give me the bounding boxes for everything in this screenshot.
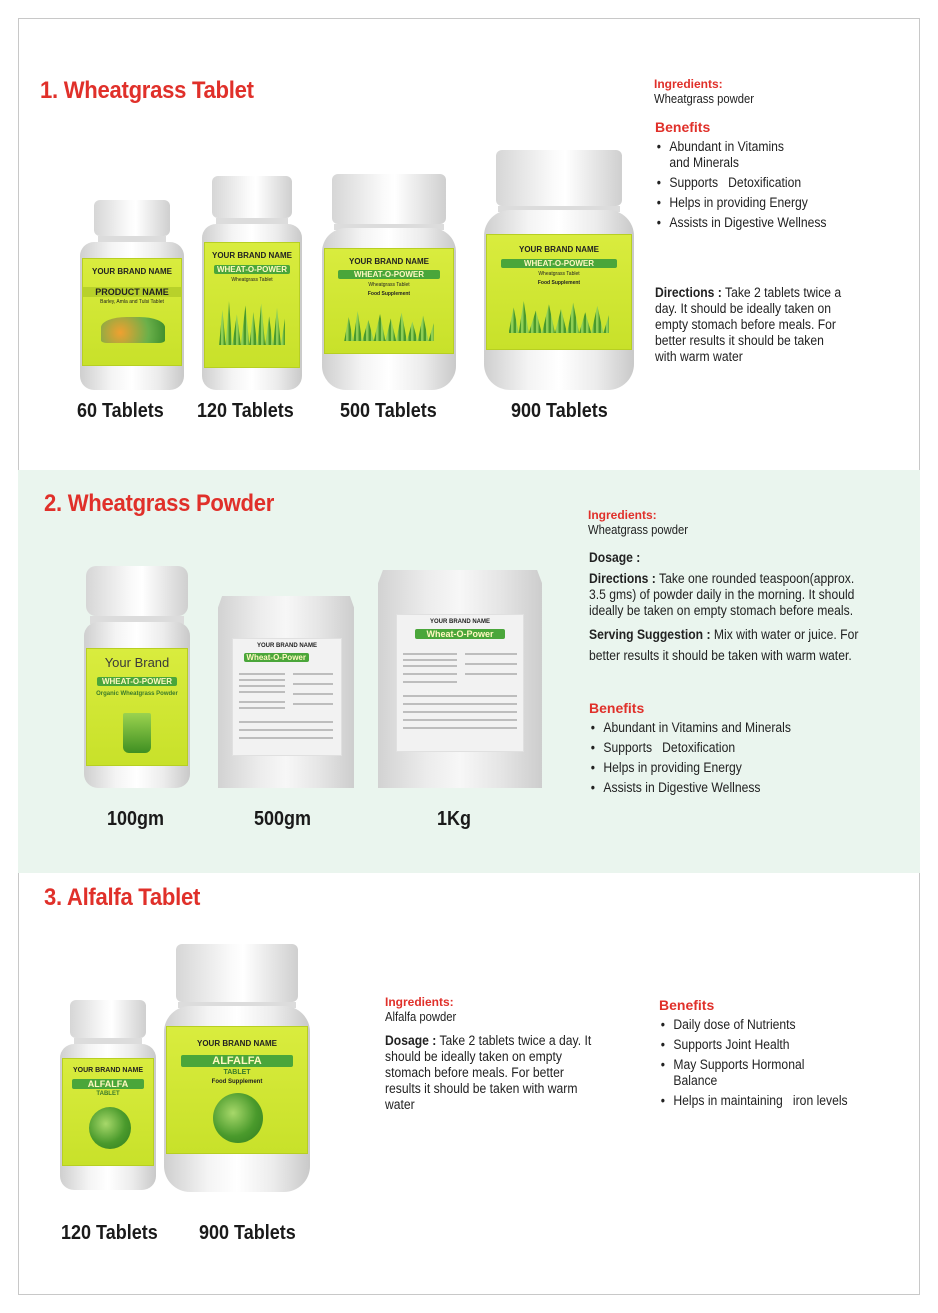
ingredients-heading: Ingredients: [654,77,723,91]
ingredients-heading: Ingredients: [588,508,657,522]
ingredients-text: Wheatgrass powder [654,92,755,106]
product-120-tablets-image: YOUR BRAND NAME WHEAT-O-POWER Wheatgrass Tablet [202,176,302,390]
section-1-title: 1. Wheatgrass Tablet [40,77,254,104]
benefit-item: • Abundant in Vitamins and Minerals [589,720,859,736]
size-label: 900 Tablets [199,1222,296,1244]
benefits-heading: Benefits [659,997,715,1013]
directions-text: Take one rounded teaspoon(approx. 3.5 gms) of powder daily in the morning. It should ideally be taken on empty stomach before meals. [589,571,855,618]
benefit-item: • May Supports Hormonal Balance [659,1057,812,1089]
ingredients-text: Wheatgrass powder [588,523,689,537]
benefit-item: • Supports Joint Health [659,1037,875,1053]
size-label: 120 Tablets [61,1222,158,1244]
dosage-label: Dosage : [589,550,641,565]
product-alfalfa-900-tablets-image: YOUR BRAND NAME ALFALFA TABLET Food Supplement [164,944,310,1192]
section-3-dosage [385,1033,592,1113]
section-2-ingredients [588,508,868,538]
benefit-item: • Assists in Digestive Wellness [589,780,859,796]
size-label: 500gm [254,808,312,830]
dosage-label: Dosage : [385,1033,437,1048]
section-2-dosage [589,550,889,666]
size-label: 100gm [107,808,165,830]
section-3-title: 3. Alfalfa Tablet [44,884,201,911]
product-900-tablets-image: YOUR BRAND NAME WHEAT-O-POWER Wheatgrass Tablet Food Supplement [484,150,634,390]
benefit-item: • Assists in Digestive Wellness [655,215,853,231]
product-500gm-pouch-image: YOUR BRAND NAME Wheat-O-Power [218,596,354,788]
directions-text: Take 2 tablets twice a day. It should be ideally taken on empty stomach before meals. For better results it should be taken with warm water [655,285,842,364]
serving-text: Mix with water or juice. For better results it should be taken with warm water. [589,627,859,663]
benefit-item: • Daily dose of Nutrients [659,1017,875,1033]
serving-label: Serving Suggestion : [589,627,711,642]
size-label: 500 Tablets [340,400,437,422]
benefits-heading: Benefits [589,700,645,716]
section-1-ingredients [654,77,864,107]
section-1-benefits [655,119,870,235]
product-500-tablets-image: YOUR BRAND NAME WHEAT-O-POWER Wheatgrass Tablet Food Supplement [322,174,456,390]
product-1kg-pouch-image: YOUR BRAND NAME Wheat-O-Power [378,570,542,788]
section-3-benefits [659,997,889,1113]
directions-label: Directions : [655,285,722,300]
benefit-item: • Abundant in Vitamins and Minerals [655,139,799,171]
size-label: 900 Tablets [511,400,608,422]
product-100gm-jar-image: Your Brand WHEAT-O-POWER Organic Wheatgrass Powder [84,566,190,788]
directions-paragraph [589,571,868,619]
product-60-tablets-image: YOUR BRAND NAME PRODUCT NAME Barley, Amla and Tulsi Tablet [80,200,184,390]
benefit-item: • Helps in providing Energy [655,195,853,211]
section-1-directions [655,285,849,365]
size-label: 120 Tablets [197,400,294,422]
ingredients-text: Alfalfa powder [385,1010,457,1024]
directions-label: Directions : [589,571,656,586]
size-label: 1Kg [437,808,472,830]
ingredients-heading: Ingredients: [385,995,454,1009]
size-label: 60 Tablets [77,400,164,422]
section-2-title: 2. Wheatgrass Powder [44,490,275,517]
section-2-benefits [589,700,869,800]
serving-paragraph [589,624,868,666]
section-3-ingredients [385,995,615,1025]
benefit-item: • Supports Detoxification [655,175,853,191]
benefits-heading: Benefits [655,119,711,135]
dosage-text: Take 2 tablets twice a day. It should be ideally taken on empty stomach before meals. For better results it should be taken with warm water [385,1033,592,1112]
benefit-item: • Supports Detoxification [589,740,859,756]
benefit-item: • Helps in maintaining iron levels [659,1093,875,1109]
product-alfalfa-120-tablets-image: YOUR BRAND NAME ALFALFA TABLET [60,1000,156,1190]
benefit-item: • Helps in providing Energy [589,760,859,776]
